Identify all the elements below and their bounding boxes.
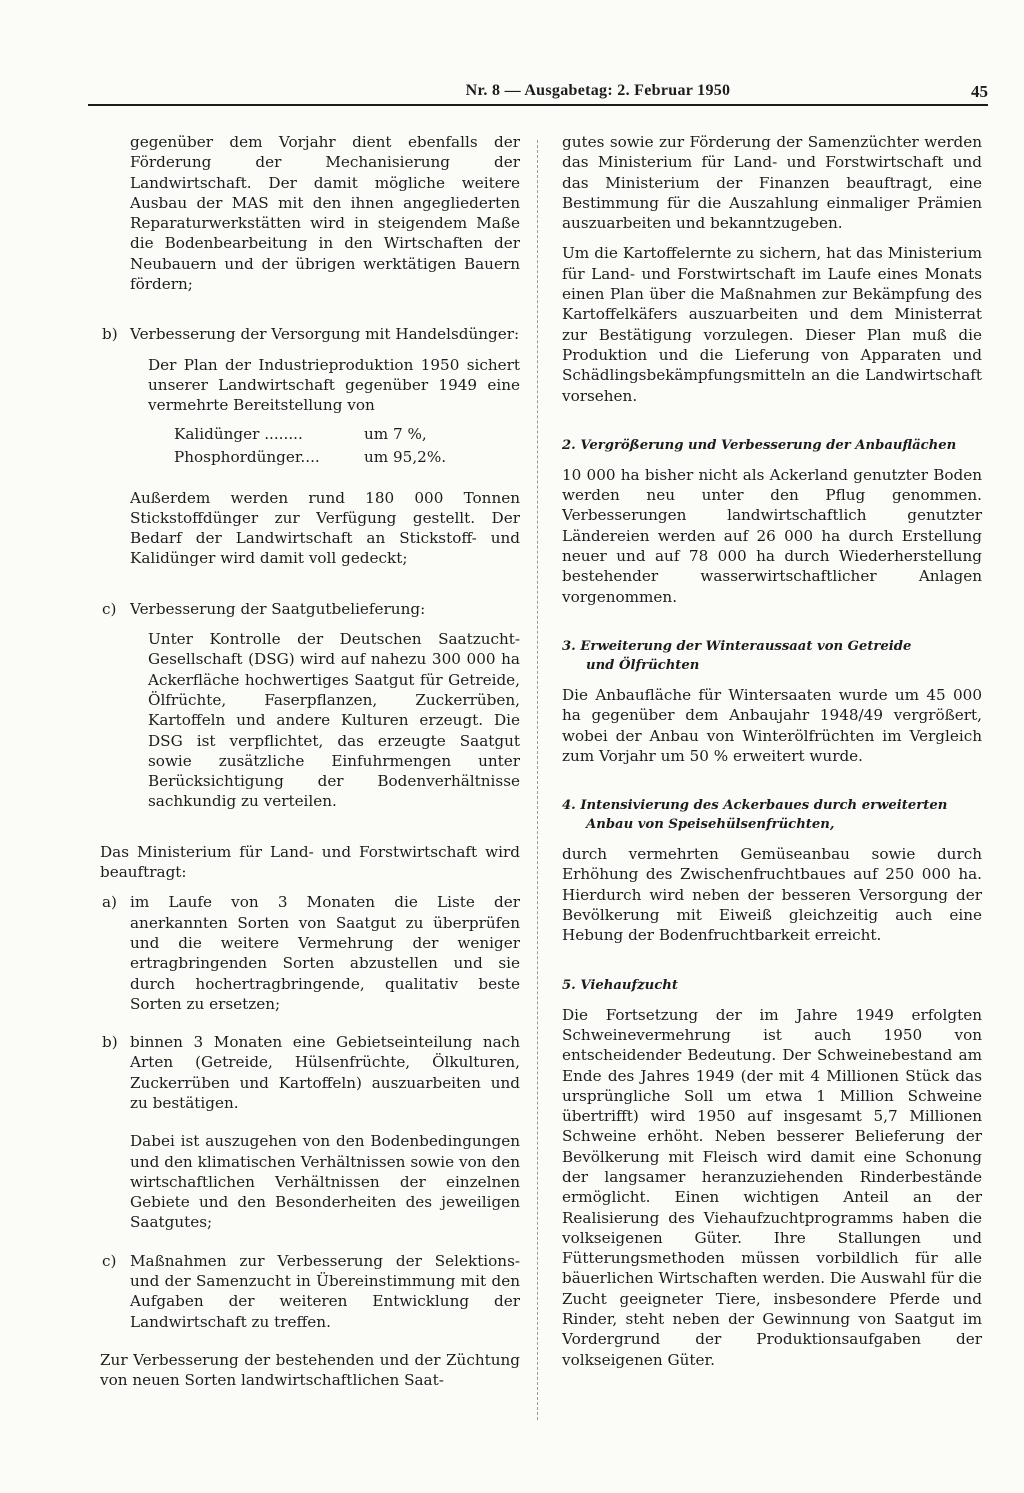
potato-paragraph: Um die Kartoffelernte zu sichern, hat das Ministerium für Land- und Forstwirtschaft im Laufe eines Monats einen Plan über die Maßnahmen zur Bekämpfung des Kartoffelkäfers auszuarbeiten und dem Ministerrat zur Bestätigung vorzulegen. Dieser Plan muß die Produktion und die Lieferung von Apparaten und Schädlingsbekämpfungsmitteln an die Landwirtschaft vorsehen. xyxy=(562,244,982,405)
item-note: Dabei ist auszugehen von den Bodenbedingungen und den klimatischen Verhältnissen sowie von den wirtschaftlichen Verhältnissen der einzelnen Gebiete und den Besonderheiten des jeweiligen Saatgutes; xyxy=(130,1132,520,1232)
item-body: Der Plan der Industrieproduktion 1950 sichert unserer Landwirtschaft gegenüber 1949 eine vermehrte Bereitstellung von xyxy=(148,355,520,415)
table-cell-value: um 95,2%. xyxy=(364,447,447,466)
section-heading-2: 2. Vergrößerung und Verbesserung der Anbauflächen xyxy=(562,437,957,453)
table-cell-name: Phosphordünger.... xyxy=(174,447,320,466)
list-marker: a) xyxy=(102,893,117,912)
closing-paragraph: Zur Verbesserung der bestehenden und der Züchtung von neuen Sorten landwirtschaftlichen Saat- xyxy=(100,1350,520,1390)
section-body-3: Die Anbaufläche für Wintersaaten wurde um 45 000 ha gegenüber dem Anbaujahr 1948/49 vergrößert, wobei der Anbau von Winterölfrüchten im Vergleich zum Vorjahr um 50 % erweitert wurde. xyxy=(562,685,982,765)
item-text: Maßnahmen zur Verbesserung der Selektions- und der Samenzucht in Übereinstimmung mit den Aufgaben der weiteren Entwicklung der Landwirtschaft zu treffen. xyxy=(130,1251,520,1331)
list-marker: c) xyxy=(102,1251,117,1270)
list-marker: b) xyxy=(102,1033,118,1052)
right-column xyxy=(562,132,982,1370)
ministry-paragraph: Das Ministerium für Land- und Forstwirtschaft wird beauftragt: xyxy=(100,842,520,882)
issue-header: Nr. 8 — Ausgabetag: 2. Februar 1950 xyxy=(465,82,731,99)
heading-line: Anbau von Speisehülsenfrüchten, xyxy=(586,817,835,833)
list-item-a xyxy=(100,892,520,1014)
table-row xyxy=(174,424,464,447)
list-item-c xyxy=(100,1251,520,1332)
item-text: im Laufe von 3 Monaten die Liste der anerkannten Sorten von Saatgut zu überprüfen und die weitere Vermehrung der weniger ertragbringenden Sorten abzustellen und sie durch hochertragbringende, qualitativ beste Sorten zu ersetzen; xyxy=(130,893,520,1013)
table-cell-value: um 7 %, xyxy=(364,424,427,443)
item-title: Verbesserung der Saatgutbelieferung: xyxy=(130,599,426,618)
section-heading-3 xyxy=(562,637,982,675)
column-divider xyxy=(537,140,538,1420)
list-marker: b) xyxy=(102,325,118,344)
page-number: 45 xyxy=(971,82,988,101)
heading-line: und Ölfrüchten xyxy=(586,657,700,673)
section-body-2: 10 000 ha bisher nicht als Ackerland genutzter Boden werden neu unter den Pflug genommen. Verbesserungen landwirtschaftlich genutzter Ländereien werden auf 26 000 ha durch Erstellung neuer und auf 78 000 ha durch Wiederherstellung bestehender wasserwirtschaftlicher Anlagen vorgenommen. xyxy=(562,465,982,606)
item-body: Außerdem werden rund 180 000 Tonnen Stickstoffdünger zur Verfügung gestellt. Der Bedarf der Landwirtschaft an Stickstoff- und Kalidünger wird damit voll gedeckt; xyxy=(130,488,520,568)
table-row xyxy=(174,447,464,470)
list-item-c xyxy=(100,599,520,619)
item-body: Unter Kontrolle der Deutschen Saatzucht-Gesellschaft (DSG) wird auf nahezu 300 000 ha Ackerfläche hochwertiges Saatgut für Getreide, Ölfrüchte, Faserpflanzen, Zuckerrüben, Kartoffeln und andere Kulturen erzeugt. Die DSG ist verpflichtet, das erzeugte Saatgut sowie zusätzliche Einfuhrmengen unter Berücksichtigung der Bodenverhältnisse sachkundig zu verteilen. xyxy=(148,630,520,811)
continuation-paragraph: gutes sowie zur Förderung der Samenzüchter werden das Ministerium für Land- und Forstwirtschaft und das Ministerium der Finanzen beauftragt, eine Bestimmung für die Auszahlung einmaliger Prämien auszuarbeiten und bekanntzugeben. xyxy=(562,133,982,233)
fertilizer-table xyxy=(174,424,464,470)
section-body-4: durch vermehrten Gemüseanbau sowie durch Erhöhung des Zwischenfruchtbaues auf 250 000 ha. Hierdurch wird neben der besseren Versorgung der Bevölkerung mit Eiweiß gleichzeitig auch eine Hebung der Bodenfruchtbarkeit erreicht. xyxy=(562,845,982,945)
list-item-b xyxy=(100,1032,520,1113)
heading-line: 4. Intensivierung des Ackerbaues durch erweiterten xyxy=(562,798,948,814)
intro-paragraph: gegenüber dem Vorjahr dient ebenfalls der Förderung der Mechanisierung der Landwirtschaft. Der damit mögliche weitere Ausbau der MAS mit den ihnen angegliederten Reparaturwerkstätten wird in steigendem Maße die Bodenbearbeitung in den Wirtschaften der Neubauern und der übrigen werktätigen Bauern fördern; xyxy=(130,133,520,294)
list-item-b xyxy=(100,324,520,344)
header-rule xyxy=(88,104,988,106)
table-cell-name: Kalidünger ........ xyxy=(174,424,303,443)
left-column xyxy=(100,132,520,1391)
heading-line: 3. Erweiterung der Winteraussaat von Getreide xyxy=(562,638,912,654)
section-heading-5: 5. Viehaufzucht xyxy=(562,977,678,993)
section-heading-4 xyxy=(562,796,982,834)
list-marker: c) xyxy=(102,599,117,618)
item-text: binnen 3 Monaten eine Gebietseinteilung nach Arten (Getreide, Hülsenfrüchte, Ölkulturen, Zuckerrüben und Kartoffeln) auszuarbeiten und zu bestätigen. xyxy=(130,1033,520,1112)
item-title: Verbesserung der Versorgung mit Handelsdünger: xyxy=(130,325,520,344)
section-body-5: Die Fortsetzung der im Jahre 1949 erfolgten Schweinevermehrung ist auch 1950 von entscheidender Bedeutung. Der Schweinebestand am Ende des Jahres 1949 (der mit 4 Millionen Stück das ursprüngliche Soll um etwa 1 Million Schweine übertrifft) wird 1950 auf insgesamt 5,7 Millionen Schweine erhöht. Neben besserer Belieferung der Bevölkerung mit Fleisch wird damit eine Schonung der langsamer heranzuziehenden Rinderbestände ermöglicht. Einen wichtigen Anteil an der Realisierung des Viehaufzuchtprogramms haben die volkseigenen Güter. Ihre Stallungen und Fütterungsmethoden müssen vorbildlich für alle bäuerlichen Wirtschaften werden. Die Auswahl für die Zucht geeigneter Tiere, insbesondere Pferde und Rinder, steht neben der Gewinnung von Saatgut im Vordergrund der Produktionsaufgaben der volkseigenen Güter. xyxy=(562,1005,982,1369)
